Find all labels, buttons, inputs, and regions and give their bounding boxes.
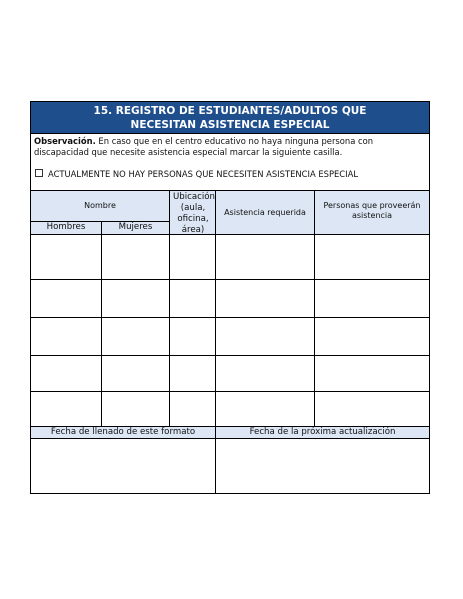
table-row[interactable]	[31, 356, 429, 391]
table-row[interactable]	[31, 280, 429, 317]
fecha-llenado-label: Fecha de llenado de este formato	[50, 427, 196, 437]
special-assistance-form	[30, 101, 430, 494]
table-row[interactable]	[31, 318, 429, 355]
header-asistencia: Asistencia requerida	[224, 208, 306, 217]
header-nombre: Nombre	[84, 201, 116, 210]
header-hombres: Hombres	[46, 222, 86, 232]
form-title-line2: NECESITAN ASISTENCIA ESPECIAL	[130, 119, 330, 131]
no-persons-checkbox[interactable]	[35, 169, 43, 177]
table-row[interactable]	[31, 235, 429, 279]
observation-label: Observación.	[34, 136, 96, 146]
form-title-line1: 15. REGISTRO DE ESTUDIANTES/ADULTOS QUE	[93, 105, 367, 117]
no-persons-checkbox-label: ACTUALMENTE NO HAY PERSONAS QUE NECESITEN ASISTENCIA ESPECIAL	[48, 169, 359, 179]
no-persons-checkbox-row[interactable]	[34, 169, 428, 180]
table-row[interactable]	[31, 392, 429, 426]
header-personas: Personas que proveerán asistencia	[323, 201, 421, 220]
observation-note	[34, 136, 428, 158]
header-ubicacion: Ubicación (aula, oficina, área)	[173, 192, 215, 235]
header-mujeres: Mujeres	[118, 222, 153, 232]
divider	[31, 133, 429, 134]
form-title	[31, 102, 429, 133]
fecha-proxima-field[interactable]	[216, 439, 429, 493]
fecha-proxima-label: Fecha de la próxima actualización	[249, 427, 396, 437]
fecha-llenado-field[interactable]	[31, 439, 215, 493]
observation-text: En caso que en el centro educativo no haya ninguna persona con discapacidad que necesite asistencia especial marcar la siguiente casilla.	[34, 136, 374, 157]
divider	[31, 190, 429, 191]
